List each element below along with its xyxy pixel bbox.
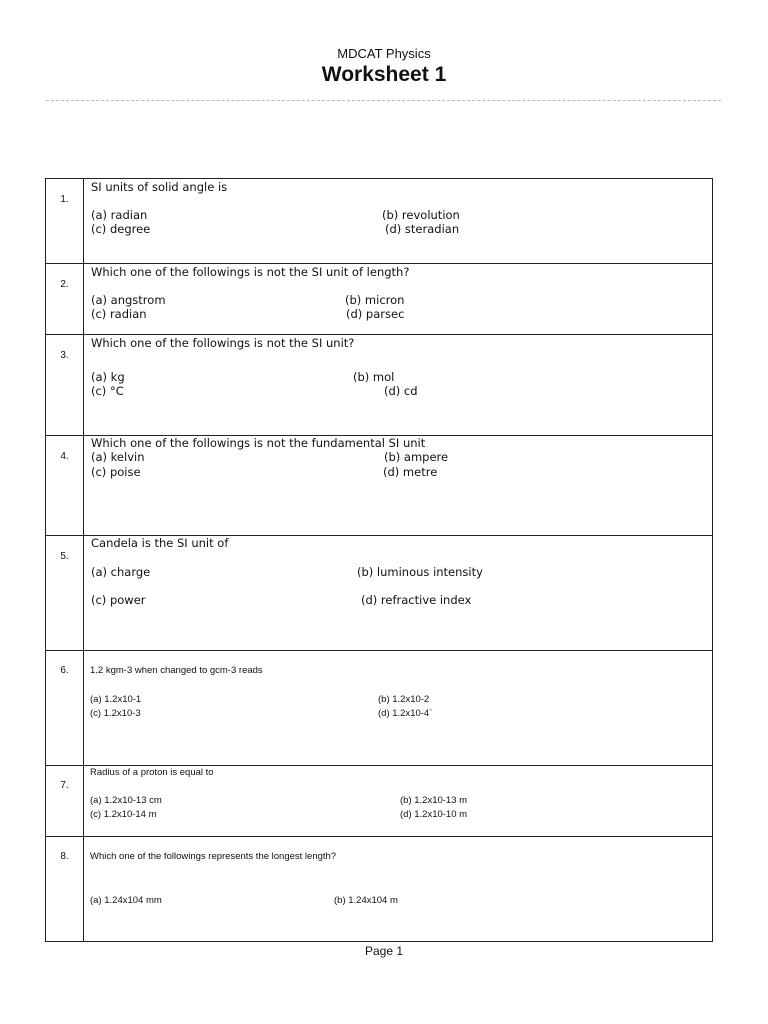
option-c: (c) radian xyxy=(91,307,147,321)
question-text: 1.2 kgm-3 when changed to gcm-3 reads xyxy=(90,665,263,676)
option-c: (c) 1.2x10-14 m xyxy=(90,809,157,820)
question-text: Which one of the followings is not the SI unit of length? xyxy=(91,265,410,279)
option-b: (b) 1.2x10-2 xyxy=(378,694,430,705)
question-number: 7. xyxy=(60,780,69,791)
option-a: (a) 1.2x10-13 cm xyxy=(90,795,162,806)
question-row xyxy=(46,264,713,335)
option-c: (c) poise xyxy=(91,465,141,479)
question-number: 5. xyxy=(60,551,69,562)
question-row xyxy=(46,837,713,942)
option-c: (c) power xyxy=(91,593,146,607)
page-number: Page 1 xyxy=(364,944,404,958)
question-text: SI units of solid angle is xyxy=(91,180,228,194)
question-text: Which one of the followings is not the SI unit? xyxy=(91,336,355,350)
option-c: (c) 1.2x10-3 xyxy=(90,708,141,719)
option-d: (d) metre xyxy=(383,465,438,479)
question-number: 2. xyxy=(60,279,69,290)
question-number: 3. xyxy=(60,350,69,361)
option-c: (c) °C xyxy=(91,384,124,398)
option-d: (d) refractive index xyxy=(361,593,472,607)
option-c: (c) degree xyxy=(91,222,151,236)
question-row xyxy=(46,651,713,766)
question-text: Which one of the followings is not the fundamental SI unit xyxy=(91,436,426,450)
option-a: (a) charge xyxy=(91,565,151,579)
option-b: (b) 1.24x104 m xyxy=(334,895,398,906)
option-a: (a) 1.24x104 mm xyxy=(90,895,162,906)
option-d: (d) 1.2x10-4` xyxy=(378,708,433,719)
option-d: (d) steradian xyxy=(385,222,460,236)
option-d: (d) parsec xyxy=(346,307,405,321)
option-b: (b) revolution xyxy=(382,208,460,222)
question-number: 6. xyxy=(60,665,69,676)
option-d: (d) 1.2x10-10 m xyxy=(400,809,468,820)
worksheet-subtitle: MDCAT Physics xyxy=(337,46,431,61)
question-number: 8. xyxy=(60,851,69,862)
option-a: (a) 1.2x10-1 xyxy=(90,694,142,705)
question-row xyxy=(46,436,713,536)
question-number: 1. xyxy=(60,194,69,205)
option-b: (b) luminous intensity xyxy=(357,565,483,579)
question-row xyxy=(46,179,713,264)
option-b: (b) 1.2x10-13 m xyxy=(400,795,468,806)
option-a: (a) radian xyxy=(91,208,148,222)
question-text: Radius of a proton is equal to xyxy=(90,767,214,778)
question-row xyxy=(46,335,713,436)
questions-table xyxy=(45,178,713,942)
question-number: 4. xyxy=(60,451,69,462)
header-divider xyxy=(46,100,721,101)
worksheet-title: Worksheet 1 xyxy=(321,63,447,86)
option-a: (a) kelvin xyxy=(91,450,145,464)
question-row xyxy=(46,766,713,837)
option-a: (a) kg xyxy=(91,370,125,384)
question-text: Candela is the SI unit of xyxy=(91,536,229,550)
option-a: (a) angstrom xyxy=(91,293,166,307)
option-b: (b) micron xyxy=(345,293,405,307)
option-b: (b) ampere xyxy=(384,450,449,464)
option-d: (d) cd xyxy=(384,384,418,398)
option-b: (b) mol xyxy=(353,370,395,384)
question-row xyxy=(46,536,713,651)
question-text: Which one of the followings represents the longest length? xyxy=(90,851,337,862)
